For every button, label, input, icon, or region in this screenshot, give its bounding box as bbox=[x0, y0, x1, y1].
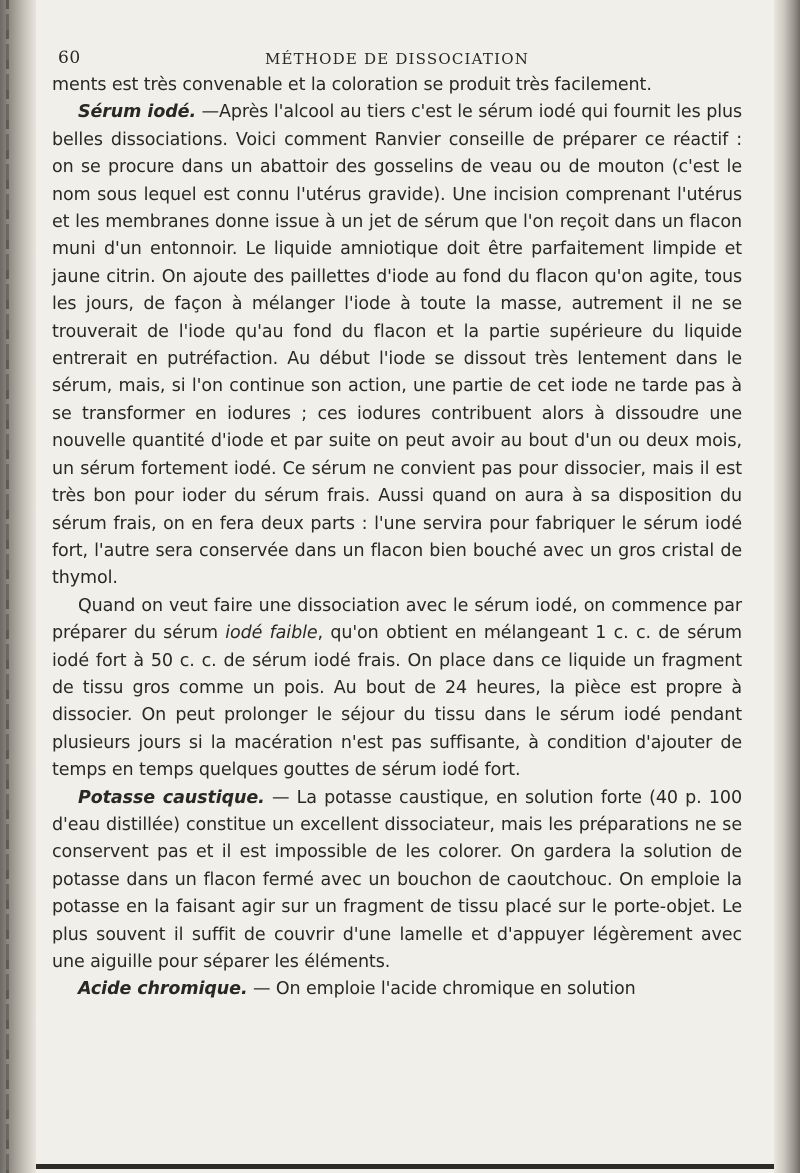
scan-gutter-left bbox=[0, 0, 36, 1173]
section-term: Acide chromique. bbox=[78, 979, 248, 1000]
book-page bbox=[52, 40, 742, 1004]
page-number: 60 bbox=[58, 48, 81, 68]
paragraph-dissociation: Quand on veut faire une dissociation avec le sérum iodé, on commence par préparer du sérum iodé faible, qu'on obtient en mélangeant 1 c. c. de sérum iodé fort à 50 c. c. de sérum iodé frais. On place dans ce liquide un fragment de tissu gros comme un pois. Au bout de 24 heures, la pièce est propre à dissocier. On peut prolonger le séjour du tissu dans le sérum iodé pendant plusieurs jours si la macération n'est pas suffisante, à condition d'ajouter de temps en temps quelques gouttes de sérum iodé fort. bbox=[52, 595, 743, 781]
section-term: Potasse caustique. bbox=[78, 787, 265, 808]
scan-bottom-edge bbox=[36, 1164, 774, 1169]
emphasis-term: iodé faible bbox=[225, 623, 318, 644]
running-head bbox=[52, 40, 742, 70]
section-term: Sérum iodé. bbox=[78, 102, 196, 123]
running-title: MÉTHODE DE DISSOCIATION bbox=[264, 50, 530, 68]
body-text bbox=[52, 72, 742, 1004]
paragraph-serum-iode: Sérum iodé. —Après l'alcool au tiers c'est le sérum iodé qui fournit les plus belles dissociations. Voici comment Ranvier conseille de préparer ce réactif : on se procure dans un abattoir des gosselins de veau ou de mouton (c'est le nom sous lequel est connu l'utérus gravide). Une incision comprenant l'utérus et les membranes donne issue à un jet de sérum que l'on reçoit dans un flacon muni d'un entonnoir. Le liquide amniotique doit être parfaitement limpide et jaune citrin. On ajoute des paillettes d'iode au fond du flacon qu'on agite, tous les jours, de façon à mélanger l'iode à toute la masse, autrement il ne se trouverait de l'iode qu'au fond du flacon et la partie supérieure du liquide entrerait en putréfaction. Au début l'iode se dissout très lentement dans le sérum, mais, si l'on continue son action, une partie de cet iode ne tarde pas à se transformer en iodures ; ces iodures contribuent alors à dissoudre une nouvelle quantité d'iode et par suite on peut avoir au bout d'un ou deux mois, un sérum fortement iodé. Ce sérum ne convient pas pour dissocier, mais il est très bon pour ioder du sérum frais. Aussi quand on aura à sa disposition du sérum frais, on en fera deux parts : l'une servira pour fabriquer le sérum iodé fort, l'autre sera conservée dans un flacon bien bouché avec un gros cristal de thymol. bbox=[52, 102, 742, 589]
paragraph-continuation: ments est très convenable et la coloration se produit très facilement. bbox=[52, 75, 652, 95]
scan-edge-right bbox=[774, 0, 800, 1173]
paragraph-potasse: Potasse caustique. — La potasse caustique, en solution forte (40 p. 100 d'eau distillée) constitue un excellent dissociateur, mais les préparations ne se conservent pas et il est impossible de les colorer. On gardera la solution de potasse dans un flacon fermé avec un bouchon de caoutchouc. On emploie la potasse en la faisant agir sur un fragment de tissu placé sur le porte-objet. Le plus souvent il suffit de couvrir d'une lamelle et d'appuyer légèrement avec une aiguille pour séparer les éléments. bbox=[52, 787, 742, 972]
paragraph-acide-chromique: Acide chromique. — On emploie l'acide chromique en solution bbox=[78, 979, 636, 1000]
